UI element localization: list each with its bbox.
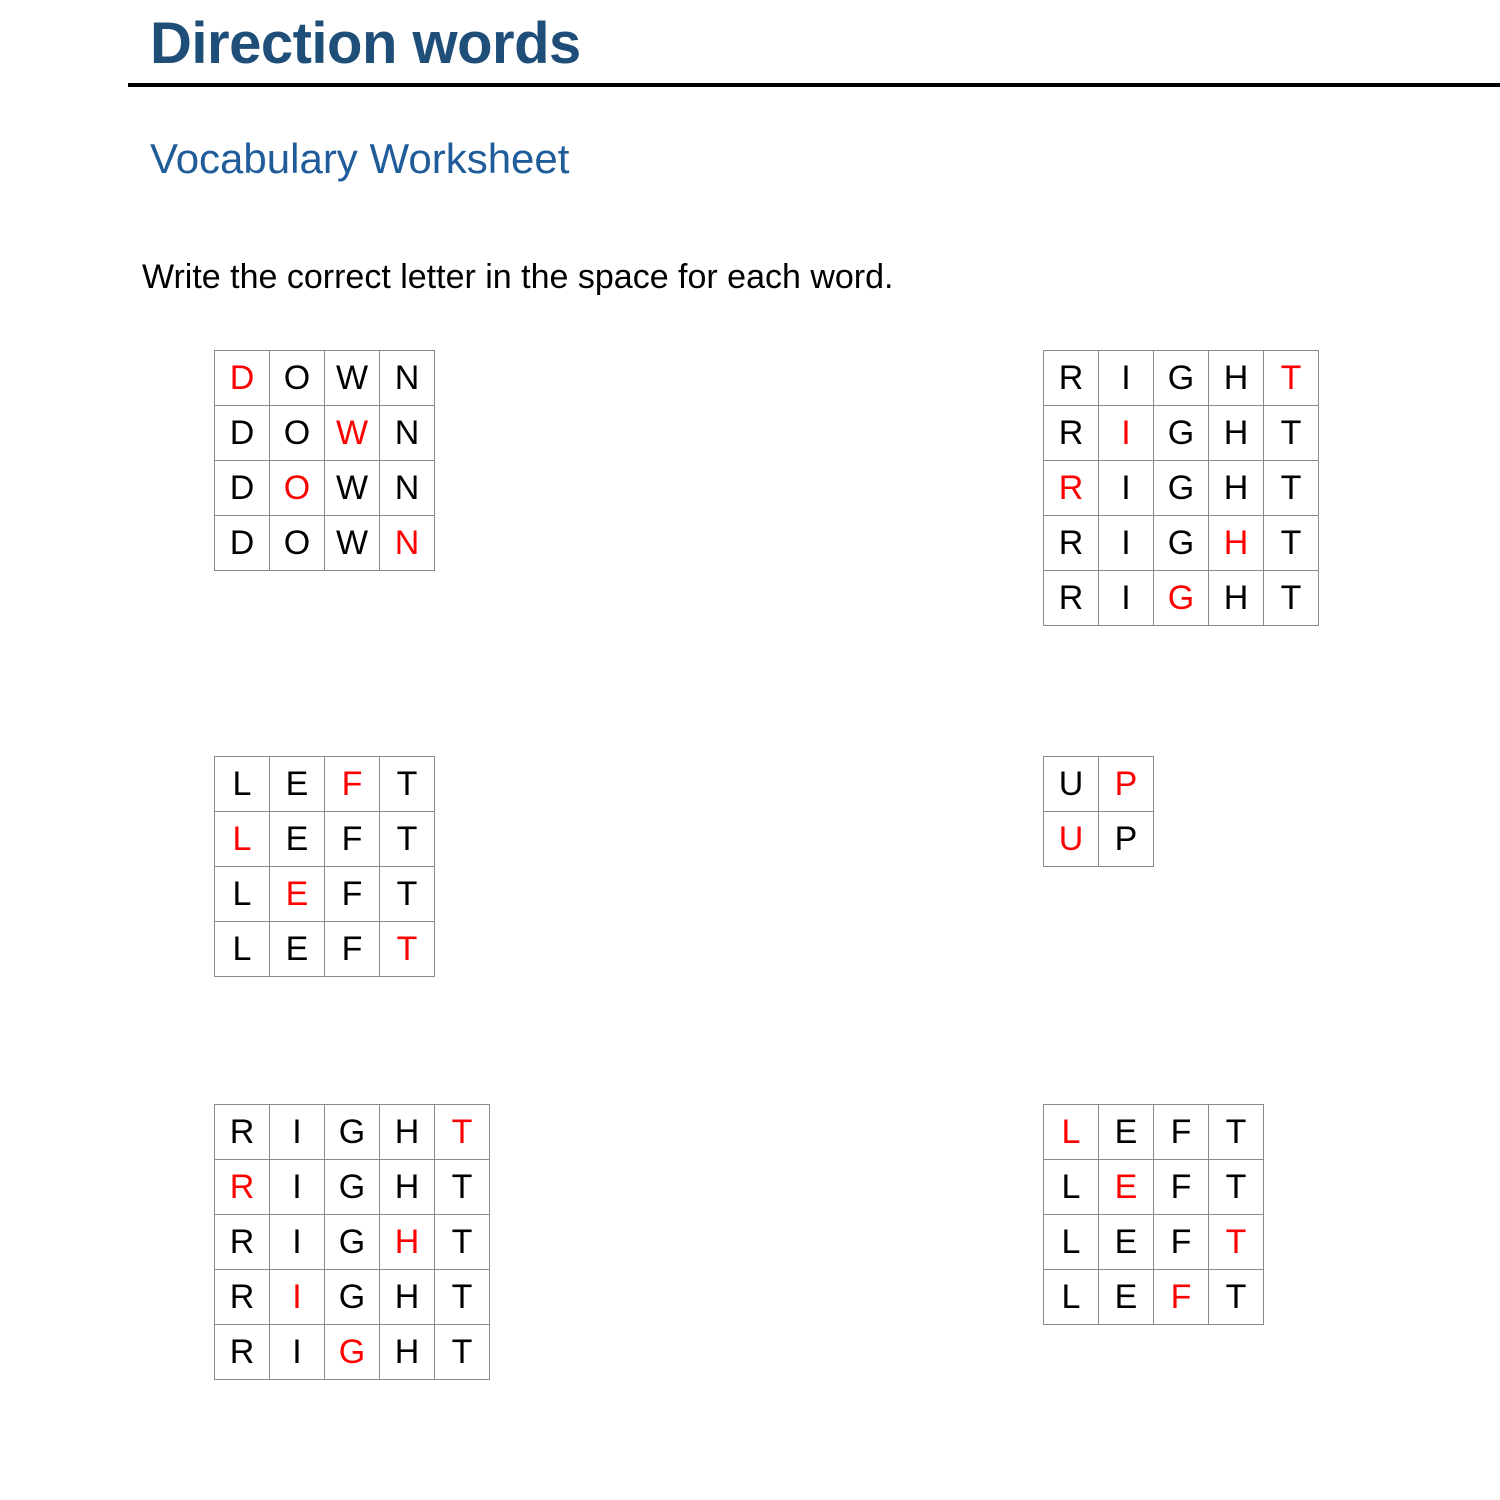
letter-cell: N: [380, 461, 435, 516]
word-row: [1044, 812, 1154, 867]
answer-cell[interactable]: G: [1154, 571, 1209, 626]
letter-cell: T: [1264, 406, 1319, 461]
letter-cell: H: [1209, 351, 1264, 406]
grid-body: [215, 351, 435, 571]
word-row: [1044, 1215, 1264, 1270]
letter-cell: L: [215, 757, 270, 812]
word-row: [215, 1105, 490, 1160]
answer-cell[interactable]: O: [270, 461, 325, 516]
answer-cell[interactable]: I: [1099, 406, 1154, 461]
word-grid-left-2: [1043, 1104, 1264, 1325]
answer-cell[interactable]: T: [435, 1105, 490, 1160]
letter-cell: T: [380, 812, 435, 867]
letter-cell: G: [325, 1105, 380, 1160]
word-row: [215, 461, 435, 516]
worksheet-header: [128, 11, 1500, 87]
grid-body: [215, 757, 435, 977]
answer-cell[interactable]: T: [1209, 1215, 1264, 1270]
letter-cell: G: [325, 1160, 380, 1215]
word-row: [215, 867, 435, 922]
answer-cell[interactable]: F: [1154, 1270, 1209, 1325]
word-row: [215, 516, 435, 571]
answer-cell[interactable]: P: [1099, 757, 1154, 812]
answer-cell[interactable]: H: [380, 1215, 435, 1270]
letter-cell: L: [1044, 1160, 1099, 1215]
letter-cell: E: [1099, 1105, 1154, 1160]
letter-cell: O: [270, 406, 325, 461]
letter-cell: U: [1044, 757, 1099, 812]
letter-cell: T: [1209, 1105, 1264, 1160]
letter-cell: P: [1099, 812, 1154, 867]
word-row: [215, 1270, 490, 1325]
word-grid-up: [1043, 756, 1154, 867]
letter-cell: R: [215, 1270, 270, 1325]
letter-cell: T: [1209, 1160, 1264, 1215]
letter-cell: T: [435, 1270, 490, 1325]
letter-cell: T: [380, 757, 435, 812]
letter-cell: L: [1044, 1215, 1099, 1270]
letter-cell: E: [270, 812, 325, 867]
letter-cell: T: [435, 1160, 490, 1215]
letter-cell: G: [1154, 351, 1209, 406]
letter-cell: R: [215, 1215, 270, 1270]
word-row: [215, 406, 435, 461]
letter-cell: R: [1044, 516, 1099, 571]
letter-cell: R: [215, 1325, 270, 1380]
letter-cell: T: [1264, 571, 1319, 626]
letter-cell: G: [1154, 516, 1209, 571]
word-row: [215, 922, 435, 977]
word-row: [1044, 571, 1319, 626]
word-row: [215, 1325, 490, 1380]
word-grid-left-1: [214, 756, 435, 977]
letter-cell: H: [1209, 406, 1264, 461]
letter-cell: I: [1099, 516, 1154, 571]
word-row: [215, 351, 435, 406]
word-row: [1044, 757, 1154, 812]
answer-cell[interactable]: G: [325, 1325, 380, 1380]
letter-cell: T: [1264, 461, 1319, 516]
answer-cell[interactable]: R: [215, 1160, 270, 1215]
letter-cell: I: [270, 1215, 325, 1270]
word-row: [1044, 461, 1319, 516]
letter-cell: H: [380, 1105, 435, 1160]
letter-cell: G: [325, 1270, 380, 1325]
letter-cell: R: [1044, 351, 1099, 406]
letter-cell: F: [325, 812, 380, 867]
letter-cell: R: [1044, 571, 1099, 626]
letter-cell: I: [1099, 461, 1154, 516]
grid-body: [1044, 351, 1319, 626]
grid-body: [1044, 757, 1154, 867]
answer-cell[interactable]: L: [1044, 1105, 1099, 1160]
answer-cell[interactable]: T: [1264, 351, 1319, 406]
word-grid-right-2: [214, 1104, 490, 1380]
word-row: [1044, 406, 1319, 461]
letter-cell: D: [215, 461, 270, 516]
letter-cell: H: [380, 1160, 435, 1215]
answer-cell[interactable]: N: [380, 516, 435, 571]
letter-cell: T: [380, 867, 435, 922]
instruction-text: Write the correct letter in the space for each word.: [142, 258, 894, 296]
letter-cell: G: [1154, 461, 1209, 516]
letter-cell: N: [380, 406, 435, 461]
letter-cell: R: [215, 1105, 270, 1160]
letter-cell: E: [1099, 1215, 1154, 1270]
letter-cell: I: [270, 1160, 325, 1215]
letter-cell: T: [435, 1325, 490, 1380]
word-row: [1044, 1160, 1264, 1215]
answer-cell[interactable]: H: [1209, 516, 1264, 571]
word-row: [1044, 1270, 1264, 1325]
letter-cell: H: [380, 1270, 435, 1325]
word-row: [215, 1215, 490, 1270]
letter-cell: I: [1099, 571, 1154, 626]
answer-cell[interactable]: D: [215, 351, 270, 406]
letter-cell: I: [1099, 351, 1154, 406]
answer-cell[interactable]: I: [270, 1270, 325, 1325]
answer-cell[interactable]: W: [325, 406, 380, 461]
word-row: [215, 757, 435, 812]
letter-cell: W: [325, 516, 380, 571]
letter-cell: E: [270, 922, 325, 977]
letter-cell: W: [325, 351, 380, 406]
letter-cell: L: [215, 867, 270, 922]
answer-cell[interactable]: R: [1044, 461, 1099, 516]
letter-cell: F: [1154, 1160, 1209, 1215]
letter-cell: F: [325, 867, 380, 922]
answer-cell[interactable]: F: [325, 757, 380, 812]
letter-cell: W: [325, 461, 380, 516]
letter-cell: H: [380, 1325, 435, 1380]
letter-cell: T: [1264, 516, 1319, 571]
page-title: Direction words: [150, 11, 581, 76]
word-row: [215, 812, 435, 867]
word-row: [1044, 351, 1319, 406]
letter-cell: T: [435, 1215, 490, 1270]
grid-body: [215, 1105, 490, 1380]
answer-cell[interactable]: T: [380, 922, 435, 977]
header-divider: [128, 83, 1500, 87]
letter-cell: D: [215, 516, 270, 571]
worksheet-subtitle: Vocabulary Worksheet: [150, 135, 570, 182]
letter-cell: I: [270, 1105, 325, 1160]
word-grid-down: [214, 350, 435, 571]
letter-cell: E: [1099, 1270, 1154, 1325]
letter-cell: H: [1209, 571, 1264, 626]
letter-cell: L: [1044, 1270, 1099, 1325]
letter-cell: G: [1154, 406, 1209, 461]
letter-cell: I: [270, 1325, 325, 1380]
word-row: [1044, 1105, 1264, 1160]
letter-cell: O: [270, 516, 325, 571]
letter-cell: T: [1209, 1270, 1264, 1325]
answer-cell[interactable]: E: [270, 867, 325, 922]
letter-cell: F: [1154, 1105, 1209, 1160]
grid-body: [1044, 1105, 1264, 1325]
letter-cell: E: [270, 757, 325, 812]
word-row: [1044, 516, 1319, 571]
answer-cell[interactable]: U: [1044, 812, 1099, 867]
letter-cell: L: [215, 922, 270, 977]
letter-cell: F: [325, 922, 380, 977]
letter-cell: O: [270, 351, 325, 406]
answer-cell[interactable]: E: [1099, 1160, 1154, 1215]
letter-cell: D: [215, 406, 270, 461]
letter-cell: N: [380, 351, 435, 406]
answer-cell[interactable]: L: [215, 812, 270, 867]
word-grid-right-1: [1043, 350, 1319, 626]
letter-cell: G: [325, 1215, 380, 1270]
word-row: [215, 1160, 490, 1215]
letter-cell: R: [1044, 406, 1099, 461]
letter-cell: F: [1154, 1215, 1209, 1270]
letter-cell: H: [1209, 461, 1264, 516]
